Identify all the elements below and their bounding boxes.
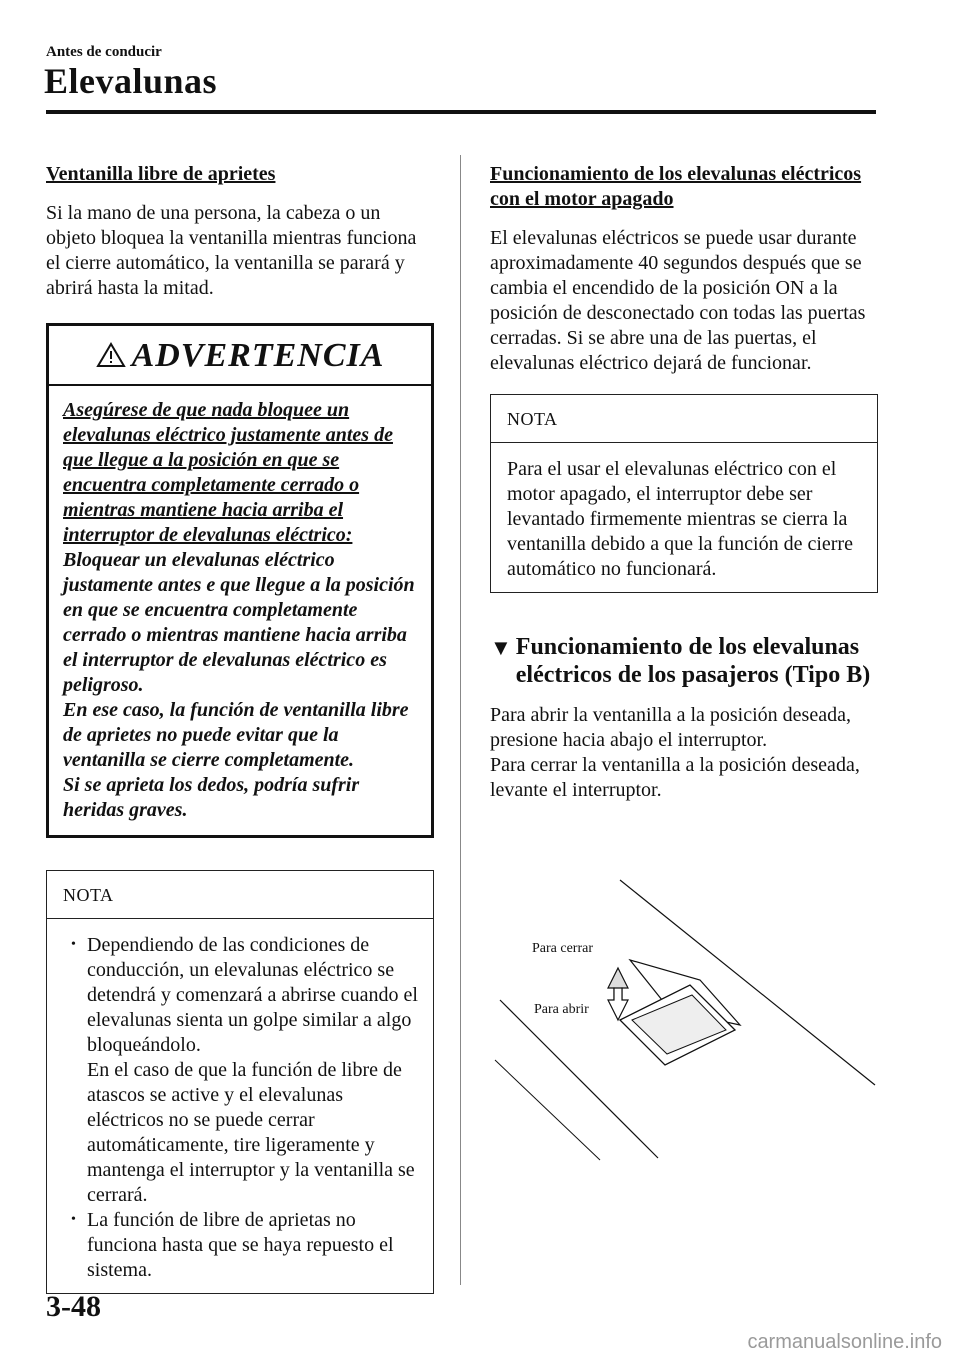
note-body <box>47 919 433 1293</box>
note-box-right <box>490 394 878 593</box>
right-column <box>490 162 878 803</box>
section-heading-text: Funcionamiento de los elevalunas eléctricos de los pasajeros (Tipo B) <box>515 634 871 688</box>
page-title: Elevalunas <box>44 61 218 101</box>
label-open: Para abrir <box>534 1002 589 1017</box>
warning-header <box>49 326 431 386</box>
open-instruction: Para abrir la ventanilla a la posición deseada, presione hacia abajo el interruptor. <box>490 704 851 751</box>
close-instruction: Para cerrar la ventanilla a la posición deseada, levante el interruptor. <box>490 754 860 801</box>
warning-lead: Asegúrese de que nada bloquee un elevalunas eléctrico justamente antes de que llegue a la posición en que se encuentra completamente cerrado o mientras mantiene hacia arriba el interruptor de elevalunas eléctrico: <box>63 399 393 546</box>
note-box-left <box>46 870 434 1294</box>
note-item-text: En el caso de que la función de libre de atascos se active y el elevalunas eléctricos no se puede cerrar automáticamente, tire ligeramente y mantenga el interruptor y la ventanilla se cerrará. <box>87 1059 415 1206</box>
window-switch-illustration <box>490 870 878 1170</box>
warning-text-1: Bloquear un elevalunas eléctrico justamente antes e que llegue a la posición en que se encuentra completamente cerrado o mientras mantiene hacia arriba el interruptor de elevalunas eléctrico es peligroso. <box>63 549 415 696</box>
warning-text-3: Si se aprieta los dedos, podría sufrir heridas graves. <box>63 774 360 821</box>
note-item <box>63 933 419 1208</box>
label-close: Para cerrar <box>532 941 594 956</box>
section-label: Antes de conducir <box>46 44 162 60</box>
header-rule <box>46 110 876 114</box>
section-heading-type-b <box>490 633 878 689</box>
note-title: NOTA <box>47 871 433 919</box>
subhead-engine-off: Funcionamiento de los elevalunas eléctricos con el motor apagado <box>490 163 862 210</box>
warning-title: ADVERTENCIA <box>131 336 385 374</box>
anti-pinch-paragraph: Si la mano de una persona, la cabeza o un objeto bloquea la ventanilla mientras funciona el cierre automático, la ventanilla se parará y abrirá hasta la mitad. <box>46 202 417 299</box>
arrow-down-icon <box>608 988 628 1020</box>
note-item-text: • Dependiendo de las condiciones de conducción, un elevalunas eléctrico se detendrá y comenzará a abrirse cuando el elevalunas sienta un golpe similar a algo bloqueándolo. <box>87 934 418 1056</box>
warning-body <box>49 386 431 835</box>
column-divider <box>460 155 461 1285</box>
watermark: carmanualsonline.info <box>747 1331 942 1353</box>
warning-triangle-icon <box>96 342 126 368</box>
note-item <box>63 1208 419 1283</box>
note-title: NOTA <box>491 395 877 443</box>
subhead-anti-pinch: Ventanilla libre de aprietes <box>46 163 276 185</box>
engine-off-paragraph: El elevalunas eléctricos se puede usar durante aproximadamente 40 segundos después que se cambia el encendido de la posición ON a la posición de desconectado con todas las puertas cerradas. Si se abre una de las puertas, el elevalunas eléctrico dejará de funcionar. <box>490 227 866 374</box>
note-text: Para el usar el elevalunas eléctrico con el motor apagado, el interruptor debe ser levantado firmemente mientras se cierra la ventanilla debido a que la función de cierre automático no funcionará. <box>507 458 853 580</box>
page-number: 3-48 <box>46 1290 101 1323</box>
left-column <box>46 162 434 1294</box>
note-body <box>491 443 877 592</box>
note-item-text: • La función de libre de aprietas no funciona hasta que se haya repuesto el sistema. <box>87 1209 394 1281</box>
triangle-down-icon: ▼ <box>490 635 512 660</box>
warning-box <box>46 323 434 838</box>
warning-text-2: En ese caso, la función de ventanilla libre de aprietes no puede evitar que la ventanilla se cierre completamente. <box>63 699 409 771</box>
